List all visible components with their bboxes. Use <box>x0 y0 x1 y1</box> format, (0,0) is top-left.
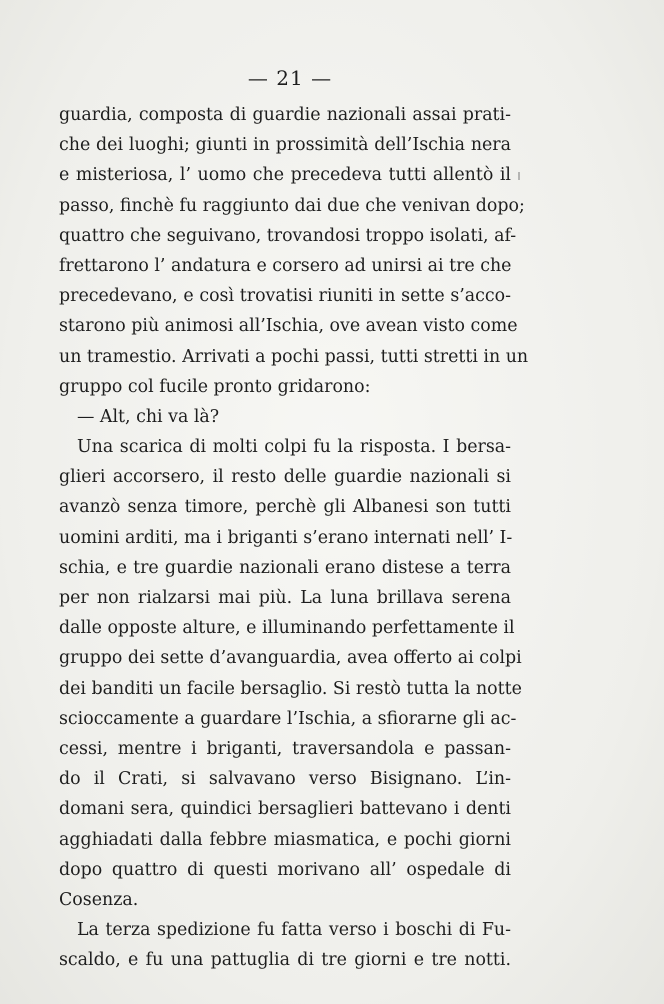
body-text <box>59 100 529 975</box>
text-line: cessi, mentre i briganti, traversandola e passan- <box>59 738 511 759</box>
text-line: frettarono l’ andatura e corsero ad unirsi ai tre che <box>59 255 512 276</box>
paragraph-start-line: Una scarica di molti colpi fu la risposta. I bersa- <box>77 437 511 458</box>
text-line: avanzò senza timore, perchè gli Albanesi son tutti <box>59 497 511 518</box>
text-line: schia, e tre guardie nazionali erano distese a terra <box>59 557 511 578</box>
text-line: dalle opposte alture, e illuminando perfettamente il <box>59 618 515 639</box>
text-line: per non rialzarsi mai più. La luna brillava serena <box>59 588 511 608</box>
text-line: starono più animosi all’Ischia, ove avean visto come <box>59 316 518 337</box>
text-line: do il Crati, si salvavano verso Bisignano. L’in- <box>59 769 511 790</box>
text-line: dei banditi un facile bersaglio. Si restò tutta la notte <box>59 678 522 699</box>
text-line: gruppo dei sette d’avanguardia, avea offerto ai colpi <box>59 648 522 669</box>
text-line: precedevano, e così trovatisi riuniti in sette s’acco- <box>59 286 511 307</box>
page-number: — 21 — <box>247 66 333 90</box>
text-line: scioccamente a guardare l’Ischia, a sfiorarne gli ac- <box>59 708 517 729</box>
text-line: Cosenza. <box>59 889 139 910</box>
paragraph-start-line: La terza spedizione fu fatta verso i boschi di Fu- <box>77 920 511 941</box>
text-line: guardia, composta di guardie nazionali assai prati- <box>59 105 511 125</box>
text-line: che dei luoghi; giunti in prossimità dell’Ischia nera <box>59 135 511 156</box>
text-line: scaldo, e fu una pattuglia di tre giorni e tre notti. <box>59 950 511 971</box>
text-line: glieri accorsero, il resto delle guardie nazionali si <box>59 467 511 488</box>
text-line: dopo quattro di questi morivano all’ ospedale di <box>59 859 511 880</box>
text-line: agghiadati dalla febbre miasmatica, e pochi giorni <box>59 829 511 850</box>
text-line: domani sera, quindici bersaglieri battevano i denti <box>59 799 511 820</box>
text-line: uomini arditi, ma i briganti s’erano internati nell’ I- <box>59 527 513 548</box>
text-line: gruppo col fucile pronto gridarono: <box>59 376 371 397</box>
text-line: e misteriosa, l’ uomo che precedeva tutti allentò il <box>59 165 511 186</box>
text-line: quattro che seguivano, trovandosi troppo isolati, af- <box>59 225 517 246</box>
paper-speck <box>518 172 520 180</box>
text-line: passo, finchè fu raggiunto dai due che venivan dopo; <box>59 195 525 216</box>
dialogue-line: — Alt, chi va là? <box>77 406 220 427</box>
text-line: un tramestio. Arrivati a pochi passi, tutti stretti in un <box>59 346 529 367</box>
